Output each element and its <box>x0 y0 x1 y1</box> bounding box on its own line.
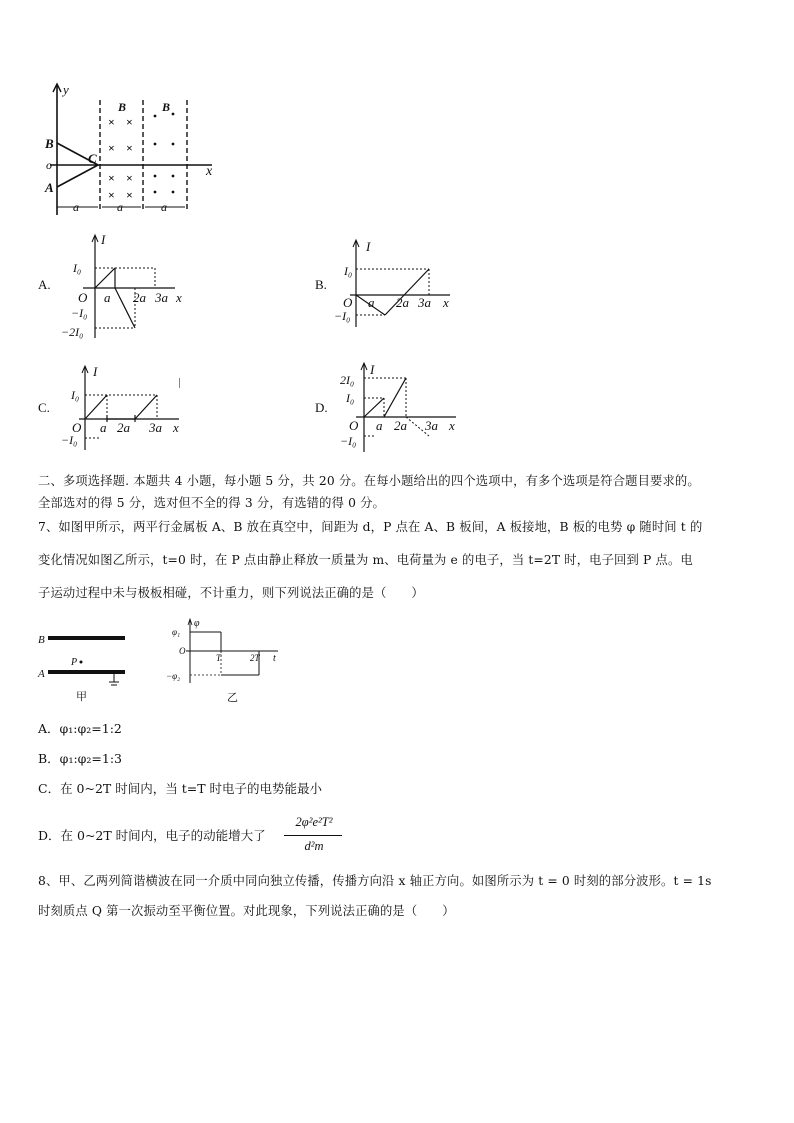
phi2-label: −φ₂ <box>166 671 181 681</box>
q7-option-d-fraction-bar <box>284 835 342 836</box>
b-y-label: I <box>366 239 371 254</box>
a-ytick-neg-2i0: −2I₀ <box>61 325 84 339</box>
fig-yi-caption: 乙 <box>227 692 238 704</box>
b-origin: O <box>343 295 353 310</box>
d-y-label: I <box>370 362 375 377</box>
q7-figure-jia <box>35 622 140 707</box>
option-a-label[interactable]: A. <box>38 277 51 292</box>
q7-line1: 7、如图甲所示，两平行金属板 A、B 放在真空中，间距为 d，P 点在 A、B 板间，A 板接地，B 板的电势 φ 随时间 t 的 <box>38 520 703 534</box>
q7-figure-yi <box>160 615 290 705</box>
d-xtick-a: a <box>376 418 383 433</box>
q8-line1: 8、甲、乙两列简谐横波在同一介质中同向独立传播，传播方向沿 x 轴正方向。如图所示为 t = 0 时刻的部分波形。t = 1s <box>38 874 712 888</box>
option-d-graph[interactable] <box>332 360 472 455</box>
plate-b-label: B <box>38 634 45 646</box>
phi-axis-label: φ <box>194 618 200 629</box>
c-edge-mark <box>179 378 180 388</box>
field-label-left: B <box>118 100 127 114</box>
q7-stem <box>38 512 760 608</box>
q7-line3: 子运动过程中未与极板相碰，不计重力，则下列说法正确的是（ ） <box>38 586 424 600</box>
svg-text:×: × <box>126 171 133 185</box>
q7-option-a[interactable]: A．φ₁:φ₂=1:2 <box>38 721 122 736</box>
c-xtick-a: a <box>100 420 107 435</box>
b-ytick-i0: I₀ <box>344 264 353 278</box>
svg-text:×: × <box>108 115 115 129</box>
a-origin: O <box>78 290 88 305</box>
d-xtick-3a: 3a <box>425 418 438 433</box>
yi-origin: O <box>179 646 186 656</box>
field-diagram <box>40 80 230 225</box>
section2-line1: 二、多项选择题. 本题共 4 小题，每小题 5 分，共 20 分。在每小题给出的四个选项中，有多个选项是符合题目要求的。 <box>38 474 700 488</box>
t2-label: 2T <box>250 653 260 663</box>
d-origin: O <box>349 418 359 433</box>
option-d-label[interactable]: D. <box>315 400 328 415</box>
svg-text:×: × <box>108 171 115 185</box>
svg-text:×: × <box>126 141 133 155</box>
c-ytick-neg-i0: −I₀ <box>61 433 78 447</box>
c-xtick-3a: 3a <box>149 420 162 435</box>
svg-text:×: × <box>126 188 133 202</box>
c-ytick-i0: I₀ <box>71 388 80 402</box>
a-xtick-2a: 2a <box>133 290 146 305</box>
c-xtick-2a: 2a <box>117 420 130 435</box>
a-x-label: x <box>176 290 182 305</box>
width-label-2: a <box>117 200 123 214</box>
c-origin: O <box>72 420 82 435</box>
a-ytick-neg-i0: −I₀ <box>71 306 88 320</box>
b-ytick-neg-i0: −I₀ <box>334 309 351 323</box>
x-axis-label: x <box>206 164 213 179</box>
c-y-label: I <box>93 364 98 379</box>
q8-line2: 时刻质点 Q 第一次振动至平衡位置。对此现象，下列说法正确的是（ ） <box>38 904 455 918</box>
section2-line2: 全部选对的得 5 分，选对但不全的得 3 分，有选错的得 0 分。 <box>38 496 385 510</box>
a-xtick-a: a <box>104 290 111 305</box>
d-ytick-2i0: 2I₀ <box>340 373 355 387</box>
field-into-page-marks <box>108 115 133 202</box>
option-c-label[interactable]: C. <box>38 400 50 415</box>
plate-a-label: A <box>38 668 45 680</box>
d-xtick-2a: 2a <box>394 418 407 433</box>
option-a-graph[interactable] <box>55 230 205 340</box>
option-b-graph[interactable] <box>330 235 470 330</box>
d-ytick-neg-i0: −I₀ <box>340 434 357 448</box>
q7-option-d-numerator: 2φ²e²T² <box>295 815 333 829</box>
q7-option-d[interactable]: D．在 0~2T 时间内，电子的动能增大了 <box>38 828 266 843</box>
b-x-label: x <box>443 295 449 310</box>
svg-text:×: × <box>108 188 115 202</box>
b-xtick-2a: 2a <box>396 295 409 310</box>
t-axis-label: t <box>273 653 276 664</box>
a-y-label: I <box>101 232 106 247</box>
d-x-label: x <box>449 418 455 433</box>
point-a-label: A <box>45 180 54 195</box>
q7-option-b[interactable]: B．φ₁:φ₂=1:3 <box>38 751 123 766</box>
point-p-label: P <box>71 657 78 668</box>
q7-option-c[interactable]: C．在 0~2T 时间内，当 t=T 时电子的电势能最小 <box>38 781 323 796</box>
y-axis-label: y <box>63 82 69 97</box>
width-label-1: a <box>73 200 79 214</box>
field-out-of-page-marks <box>154 113 175 194</box>
point-c-label: C <box>88 151 97 166</box>
phi1-label: φ₁ <box>172 627 181 637</box>
q8-stem <box>38 866 760 926</box>
fig-jia-caption: 甲 <box>76 691 87 703</box>
c-x-label: x <box>173 420 179 435</box>
q7-line2: 变化情况如图乙所示，t=0 时，在 P 点由静止释放一质量为 m、电荷量为 e 的电子，当 t=2T 时，电子回到 P 点。电 <box>38 553 693 567</box>
a-ytick-i0: I₀ <box>73 261 82 275</box>
svg-text:×: × <box>108 141 115 155</box>
t1-label: T <box>216 653 222 663</box>
section2-instructions <box>38 466 760 518</box>
width-label-3: a <box>161 200 167 214</box>
point-b-label: B <box>45 136 54 151</box>
b-xtick-a: a <box>368 295 375 310</box>
b-xtick-3a: 3a <box>418 295 431 310</box>
origin-label: o <box>46 158 52 172</box>
option-c-graph[interactable] <box>55 362 195 452</box>
a-xtick-3a: 3a <box>155 290 168 305</box>
d-ytick-i0: I₀ <box>346 391 355 405</box>
option-b-label[interactable]: B. <box>315 277 327 292</box>
field-label-right: B <box>162 100 171 114</box>
q7-option-d-denominator: d²m <box>304 839 324 853</box>
svg-text:×: × <box>126 115 133 129</box>
